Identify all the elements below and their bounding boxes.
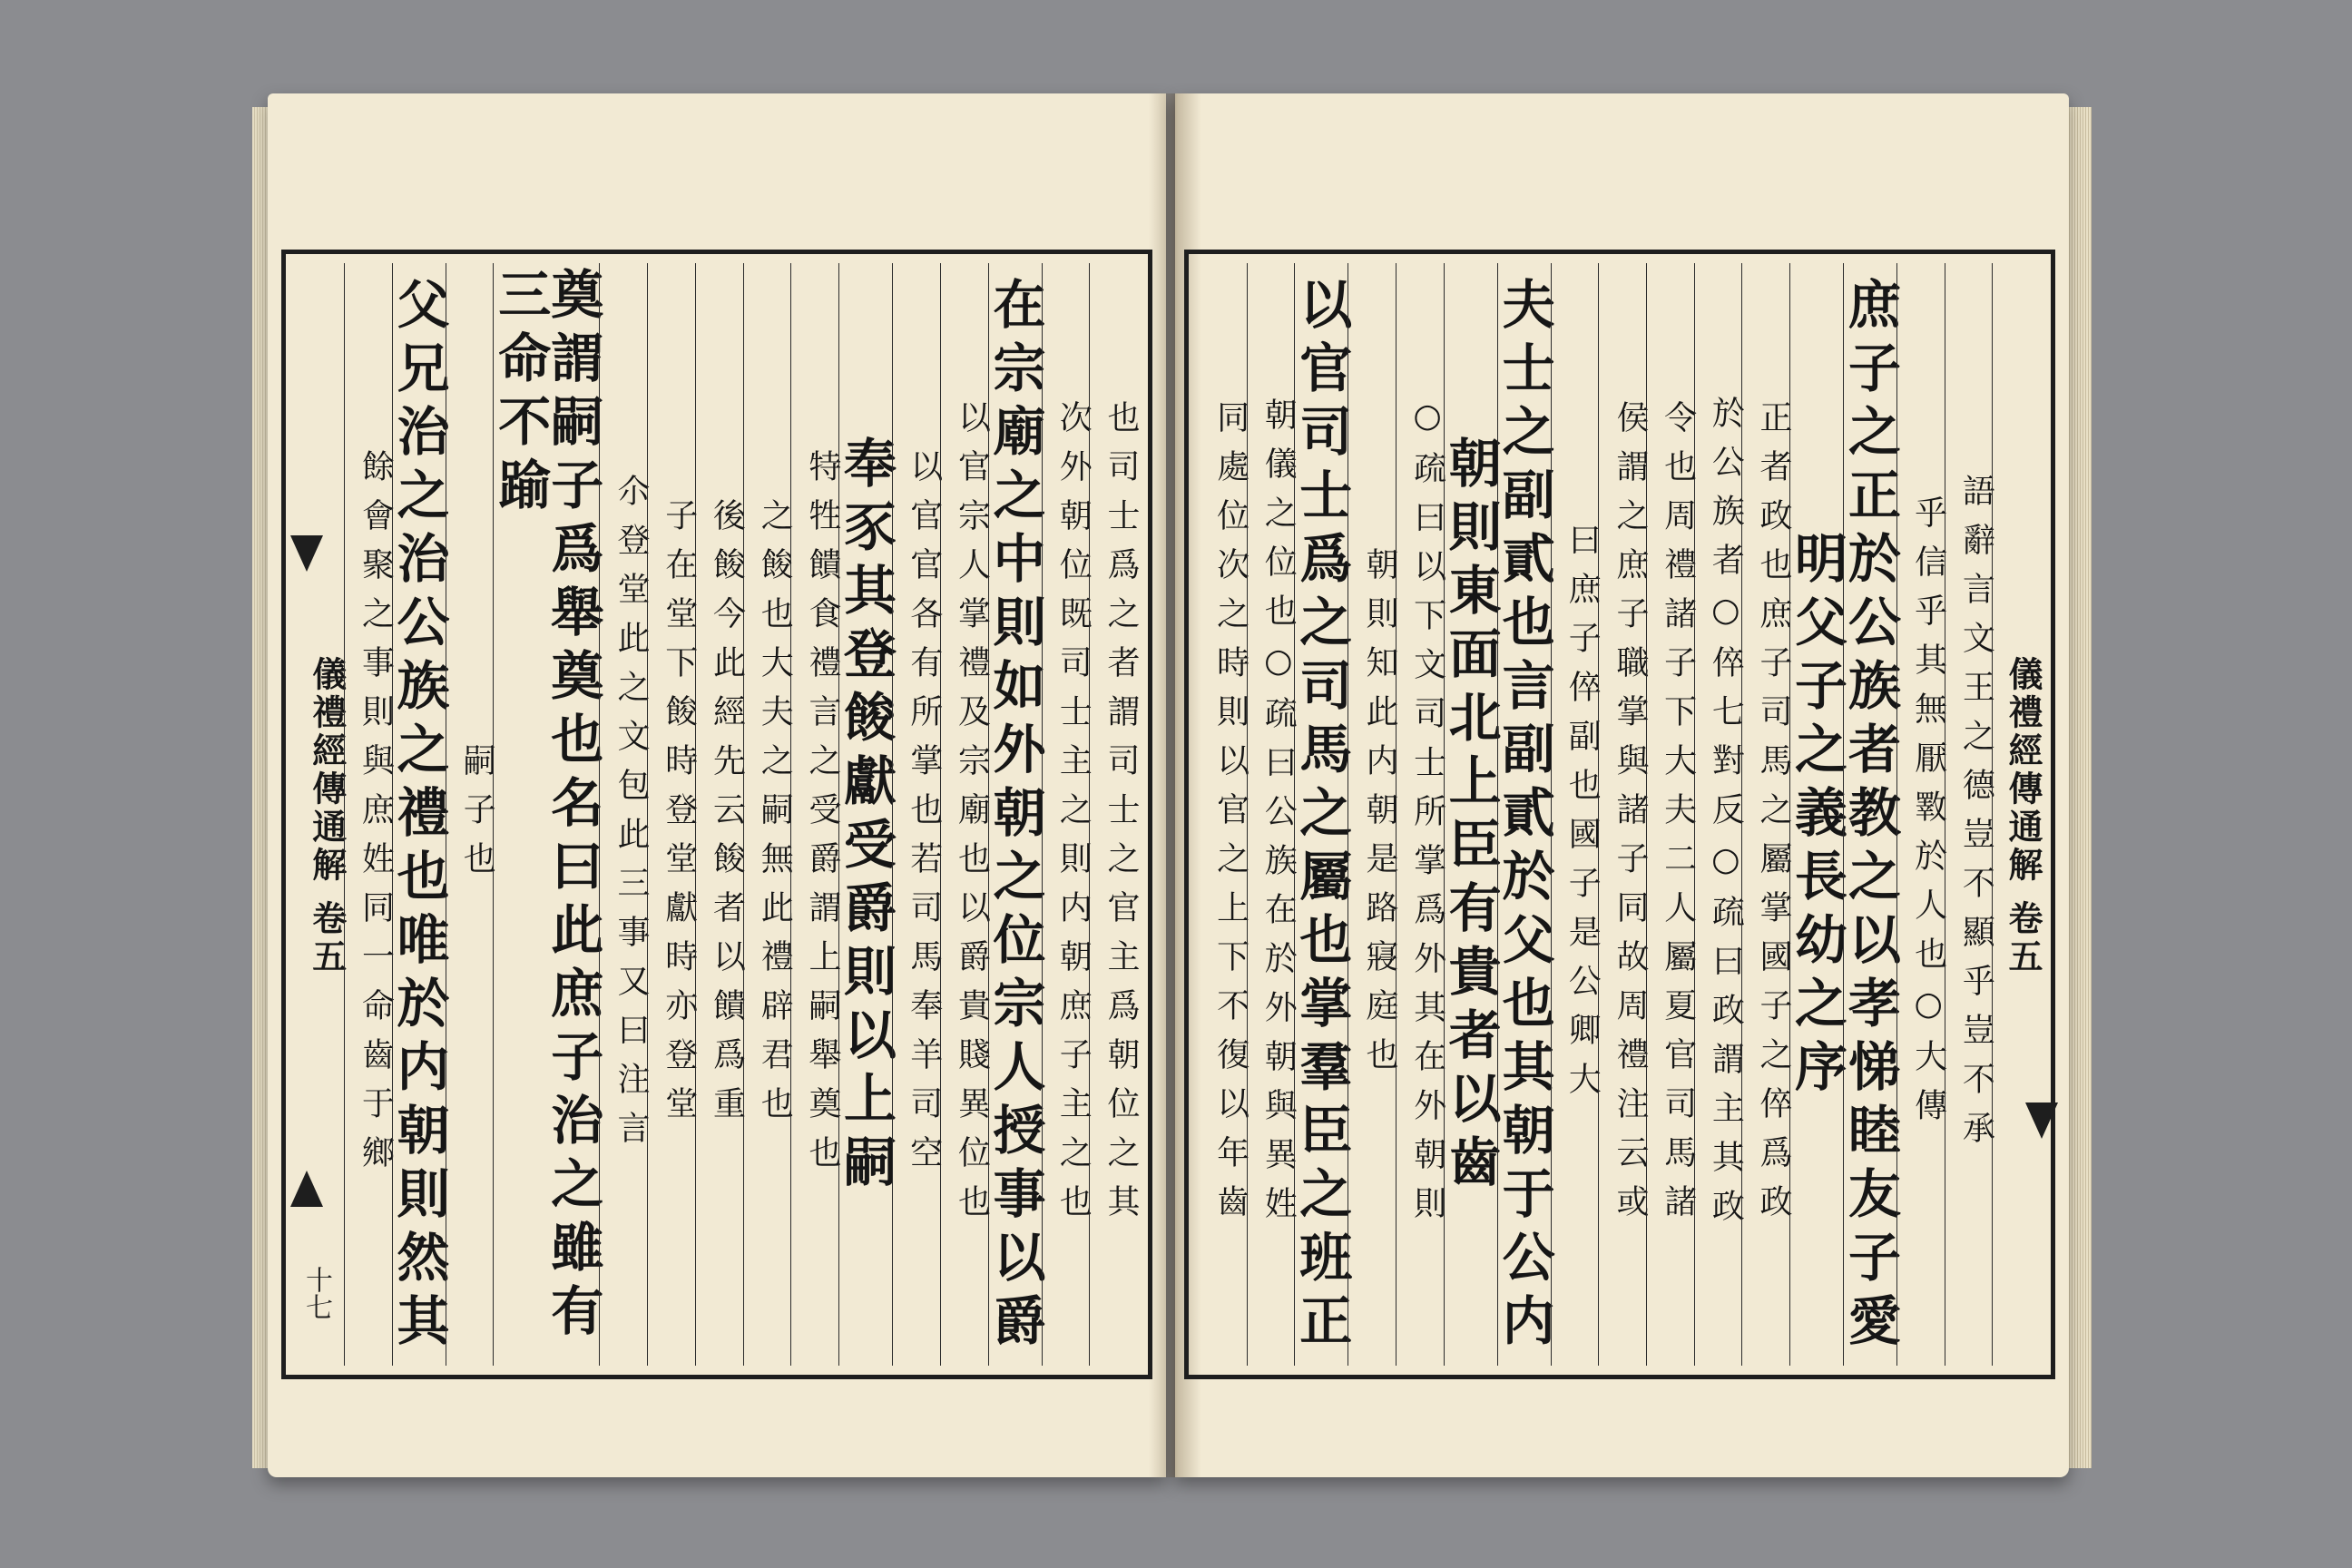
fish-tail-marker-icon [290, 535, 323, 572]
text-column: 後餕今此經先云餕者以饋爲重 [695, 263, 743, 1366]
text-column: 嗣子也 [446, 263, 494, 1366]
page-number: 十七 [300, 1266, 332, 1320]
text-column: 在宗廟之中則如外朝之位宗人授事以爵 [988, 263, 1042, 1366]
text-column: 子在堂下餕時登堂獻時亦登堂 [647, 263, 695, 1366]
text-column: 於公族者○倅七對反○疏曰政謂主其政 [1694, 263, 1742, 1366]
text-column: 次外朝位既司士主之則内朝庶子主之也 [1042, 263, 1090, 1366]
text-column: 侯謂之庶子職掌與諸子同故周禮注云或 [1598, 263, 1646, 1366]
text-column: 夫士之副貳也言副貳於父也其朝于公内 [1497, 263, 1551, 1366]
text-column: 之餕也大夫之嗣無此禮辟君也 [743, 263, 791, 1366]
text-column: 庶子之正於公族者教之以孝悌睦友子愛 [1843, 263, 1896, 1366]
text-column: 同處位次之時則以官之上下不復以年齒 [1211, 399, 1250, 1233]
text-column: 奠謂嗣子爲舉奠也名曰此庶子治之雖有三命不踰 [493, 263, 599, 1366]
fish-tail-marker-icon [2025, 1102, 2058, 1139]
text-column: 奉豕其登餕獻受爵則以上嗣 [838, 263, 892, 1366]
text-column: 父兄治之治公族之禮也唯於内朝則然其 [392, 263, 446, 1366]
fish-tail-marker-icon [290, 1171, 323, 1207]
title-column: 儀禮經傳通解 卷五 [306, 655, 348, 977]
text-column: 明父子之義長幼之序 [1789, 263, 1843, 1366]
text-column: 尒登堂此之文包此三事又曰注言 [599, 263, 647, 1366]
text-column: 特牲饋食禮言之受爵謂上嗣舉奠也 [790, 263, 838, 1366]
right-columns [1200, 263, 2043, 1366]
text-column: 正者政也庶子司馬之屬掌國子之倅爲政 [1741, 263, 1789, 1366]
text-column: 餘會聚之事則與庶姓同一命齒于鄉 [344, 263, 392, 1366]
title-column: 儀禮經傳通解 卷五 [1992, 263, 2040, 1366]
right-page-text-frame [1184, 250, 2055, 1379]
text-column: 令也周禮諸子下大夫二人屬夏官司馬諸 [1646, 263, 1694, 1366]
text-column: 以官司士爲之司馬之屬也掌羣臣之班正 [1294, 263, 1348, 1366]
text-column: 以官宗人掌禮及宗廟也以爵貴賤異位也 [940, 263, 988, 1366]
text-column: 朝儀之位也○疏曰公族在於外朝與異姓 [1247, 263, 1295, 1366]
text-column: 曰庶子倅副也國子是公卿大 [1551, 263, 1599, 1366]
text-column: 語辭言文王之德豈不顯乎豈不承 [1945, 263, 1993, 1366]
text-column: 也司士爲之者謂司士之官主爲朝位之其 [1089, 263, 1137, 1366]
text-column: 朝則知此内朝是路寢庭也 [1348, 263, 1396, 1366]
left-page-text-frame [281, 250, 1152, 1379]
text-column: ○疏曰以下文司士所掌爲外其在外朝則 [1396, 263, 1444, 1366]
left-columns [297, 263, 1140, 1366]
text-column: 乎信乎其無厭斁於人也○大傳 [1896, 263, 1945, 1366]
text-column: 朝則東面北上臣有貴者以齒 [1444, 263, 1497, 1366]
text-column: 以官官各有所掌也若司馬奉羊司空 [892, 263, 940, 1366]
